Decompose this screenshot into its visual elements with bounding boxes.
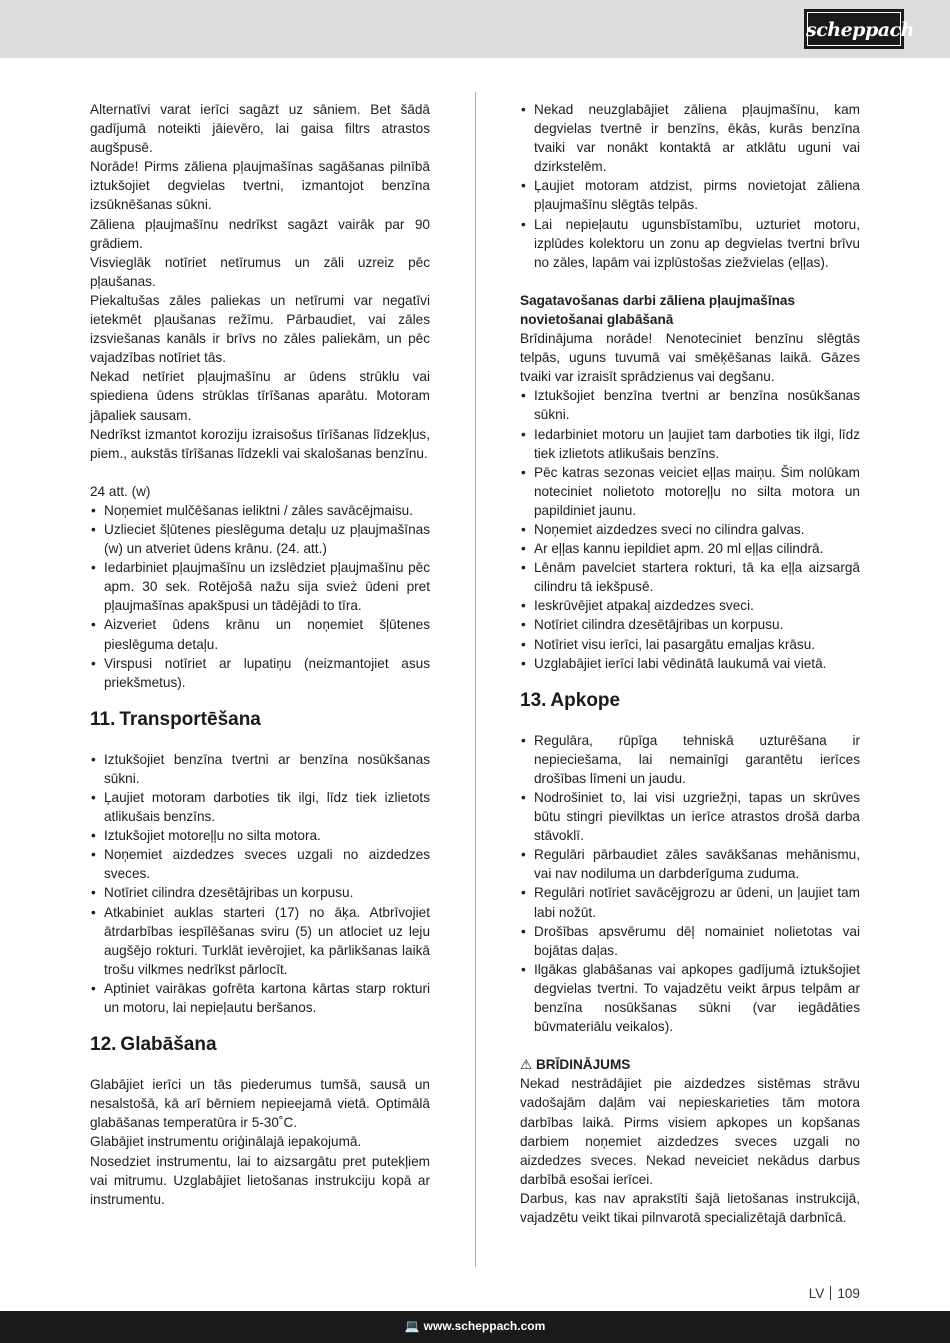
list-item: • Regulāri pārbaudiet zāles savākšanas mehānismu, vai nav nodiluma un darbderīguma zuduma. (520, 845, 860, 883)
list-item: • Aptiniet vairākas gofrēta kartona kārtas starp rokturi un motoru, lai nepieļautu beršanos. (90, 979, 430, 1017)
list-item: • Notīriet visu ierīci, lai pasargātu emaljas krāsu. (520, 635, 860, 654)
cleaning-steps-list (90, 501, 430, 692)
column-divider (475, 92, 476, 1267)
list-item: • Notīriet cilindra dzesētājribas un korpusu. (90, 883, 430, 902)
paragraph: Nekad nestrādājiet pie aizdedzes sistēmas strāvu vadošajām daļām vai nepieskarieties tām motora darbības laikā. Pirms visiem apkopes un kopšanas darbiem noņemiet aizdedzes sveces uzgali no aizdedzes sveces. Nekad neveiciet nekādus darbus darbībā esošai ierīcei. (520, 1076, 860, 1187)
language-code: LV (808, 1286, 825, 1301)
page-num: 109 (837, 1286, 860, 1301)
section-heading-maintenance: 13. Apkope (520, 689, 621, 711)
figure-reference: 24 att. (w) (90, 483, 151, 499)
list-item: • Iztukšojiet benzīna tvertni ar benzīna nosūkšanas sūkni. (520, 386, 860, 424)
list-item: • Lai nepieļautu ugunsbīstamību, uzturiet motoru, izplūdes kolektoru un zonu ap degvielas tvertni brīvu no zāles, lapām vai izplūstošas ziežvielas (eļļas). (520, 215, 860, 272)
list-item: • Ar eļļas kannu iepildiet apm. 20 ml eļļas cilindrā. (520, 539, 860, 558)
list-item: • Ļaujiet motoram atdzist, pirms novietojat zāliena pļaujmašīnu slēgtās telpās. (520, 176, 860, 214)
page-number (809, 1286, 860, 1301)
list-item: • Nodrošiniet to, lai visi uzgriežņi, tapas un skrūves būtu stingri pievilktas un ierīce atrastos drošā darba stāvoklī. (520, 788, 860, 845)
paragraph: Glabājiet ierīci un tās piederumus tumšā, sausā un nesalstošā, kā arī bērniem nepieejamā vietā. Optimālā glabāšanas temperatūra ir 5-30˚C. (90, 1077, 430, 1131)
intro-paragraphs (90, 100, 430, 463)
list-item: • Ļaujiet motoram darboties tik ilgi, līdz tiek izlietots atlikušais benzīns. (90, 788, 430, 826)
warning-icon: ⚠ (520, 1057, 533, 1073)
section-heading-transport: 11. Transportēšana (90, 708, 261, 730)
paragraph: Visvieglāk notīriet netīrumus un zāli uzreiz pēc pļaušanas. (90, 254, 430, 289)
storage-list (520, 100, 860, 272)
left-column (90, 100, 430, 1209)
list-item: • Iedarbiniet pļaujmašīnu un izslēdziet pļaujmašīnu pēc apm. 30 sek. Rotējošā nažu sija svież ūdeni pret pļaujmašīnas apakšpusi un tādējādi to tīra. (90, 558, 430, 615)
list-item: • Noņemiet mulčēšanas ieliktni / zāles savācējmaisu. (90, 501, 430, 520)
list-item: • Iztukšojiet benzīna tvertni ar benzīna nosūkšanas sūkni. (90, 750, 430, 788)
list-item: • Uzlieciet šļūtenes pieslēguma detaļu uz pļaujmašīnas (w) un atveriet ūdens krānu. (24. att.) (90, 520, 430, 558)
list-item: • Drošības apsvērumu dēļ nomainiet nolietotas vai bojātas daļas. (520, 922, 860, 960)
list-item: • Ilgākas glabāšanas vai apkopes gadījumā iztukšojiet degvielas tvertni. To vajadzētu veikt ārpus telpām ar benzīna nosūkšanas sūkni (var iegādāties būvmateriālu veikalos). (520, 960, 860, 1036)
maintenance-list (520, 731, 860, 1037)
list-item: • Noņemiet aizdedzes sveces uzgali no aizdedzes sveces. (90, 845, 430, 883)
list-item: • Virspusi notīriet ar lupatiņu (neizmantojiet asus priekšmetus). (90, 654, 430, 692)
right-column (520, 100, 860, 1227)
warning-heading: ⚠ BRĪDINĀJUMS (520, 1057, 631, 1073)
list-item: • Pēc katras sezonas veiciet eļļas maiņu. Šim nolūkam noteciniet nolietoto motoreļļu no silta motora un papildiniet jaunu. (520, 463, 860, 520)
website-link[interactable]: www.scheppach.com (423, 1319, 546, 1333)
list-item: • Nekad neuzglabājiet zāliena pļaujmašīnu, kam degvielas tvertnē ir benzīns, ēkās, kurās benzīna tvaiki var nonākt kontaktā ar atklātu uguni vai dzirkstelēm. (520, 100, 860, 176)
list-item: • Notīriet cilindra dzesētājribas un korpusu. (520, 615, 860, 634)
transport-list (90, 750, 430, 1017)
paragraph: Norāde! Pirms zāliena pļaujmašīnas sagāšanas pilnībā iztukšojiet degvielas tvertni, izmantojot benzīna izsūknēšanas sūkni. (90, 159, 430, 213)
footer-bar (0, 1311, 950, 1343)
brand-logo: scheppach (804, 9, 904, 49)
section-heading-storage: 12. Glabāšana (90, 1034, 217, 1056)
paragraph: Nedrīkst izmantot koroziju izraisošus tīrīšanas līdzekļus, piem., aukstās tīrīšanas līdzekli vai skalošanas benzīnu. (90, 426, 430, 461)
list-item: • Regulāri notīriet savācējgrozu ar ūdeni, un ļaujiet tam labi nožūt. (520, 883, 860, 921)
list-item: • Aizveriet ūdens krānu un noņemiet šļūtenes pieslēguma detaļu. (90, 615, 430, 653)
paragraph: Zāliena pļaujmašīnu nedrīkst sagāzt vairāk par 90 grādiem. (90, 216, 430, 251)
paragraph: Darbus, kas nav aprakstīti šajā lietošanas instrukcijā, vajadzētu veikt tikai pilnvarotā specializētajā darbnīcā. (520, 1190, 860, 1225)
list-item: • Atkabiniet auklas starteri (17) no āķa. Atbrīvojiet ātrdarbības iespīlēšanas sviru (5) un atlociet uz leju augšējo rokturi. Turklāt ievērojiet, ka pārlikšanas laikā trošu vilkmes nedrīkst pārlocīt. (90, 903, 430, 979)
header-bar (0, 0, 950, 58)
list-item: • Iztukšojiet motoreļļu no silta motora. (90, 826, 430, 845)
list-item: • Uzglabājiet ierīci labi vēdinātā laukumā vai vietā. (520, 654, 860, 673)
list-item: • Lēnām pavelciet startera rokturi, tā ka eļļa aizsargā cilindru tā iekšpusē. (520, 558, 860, 596)
list-item: • Ieskrūvējiet atpakaļ aizdedzes sveci. (520, 596, 860, 615)
paragraph: Nekad netīriet pļaujmašīnu ar ūdens strūklu vai spiediena ūdens strūklas tīrīšanas aparātu. Motoram jāpaliek sausam. (90, 369, 430, 423)
paragraph: Alternatīvi varat ierīci sagāzt uz sāniem. Bet šādā gadījumā noteikti jāievēro, lai gaisa filtrs atrastos augšpusē. (90, 102, 430, 156)
computer-icon: 💻 (404, 1319, 420, 1333)
warning-note: Brīdinājuma norāde! Nenoteciniet benzīnu slēgtās telpās, uguns tuvumā vai smēķēšanas laikā. Gāzes tvaiki var izraisīt sprādzienus vai degšanu. (520, 331, 860, 385)
paragraph: Nosedziet instrumentu, lai to aizsargātu pret putekļiem vai mitrumu. Uzglabājiet lietošanas instrukciju kopā ar instrumentu. (90, 1153, 430, 1207)
list-item: • Iedarbiniet motoru un ļaujiet tam darboties tik ilgi, līdz tiek izlietots atlikušais benzīns. (520, 425, 860, 463)
list-item: • Regulāra, rūpīga tehniskā uzturēšana ir nepieciešama, lai nemainīgi garantētu ierīces drošības līmeni un jaudu. (520, 731, 860, 788)
paragraph: Glabājiet instrumentu oriģinālajā iepakojumā. (90, 1134, 362, 1150)
subsection-heading-prep: Sagatavošanas darbi zāliena pļaujmašīnas novietošanai glabāšanā (520, 292, 796, 327)
prep-list (520, 386, 860, 672)
paragraph: Piekaltušas zāles paliekas un netīrumi var negatīvi ietekmēt pļaušanas režīmu. Pārbaudiet, vai zāles izsviešanas kanāls ir brīvs no zāles paliekām, un pēc vajadzības notīriet tās. (90, 292, 430, 366)
list-item: • Noņemiet aizdedzes sveci no cilindra galvas. (520, 520, 860, 539)
